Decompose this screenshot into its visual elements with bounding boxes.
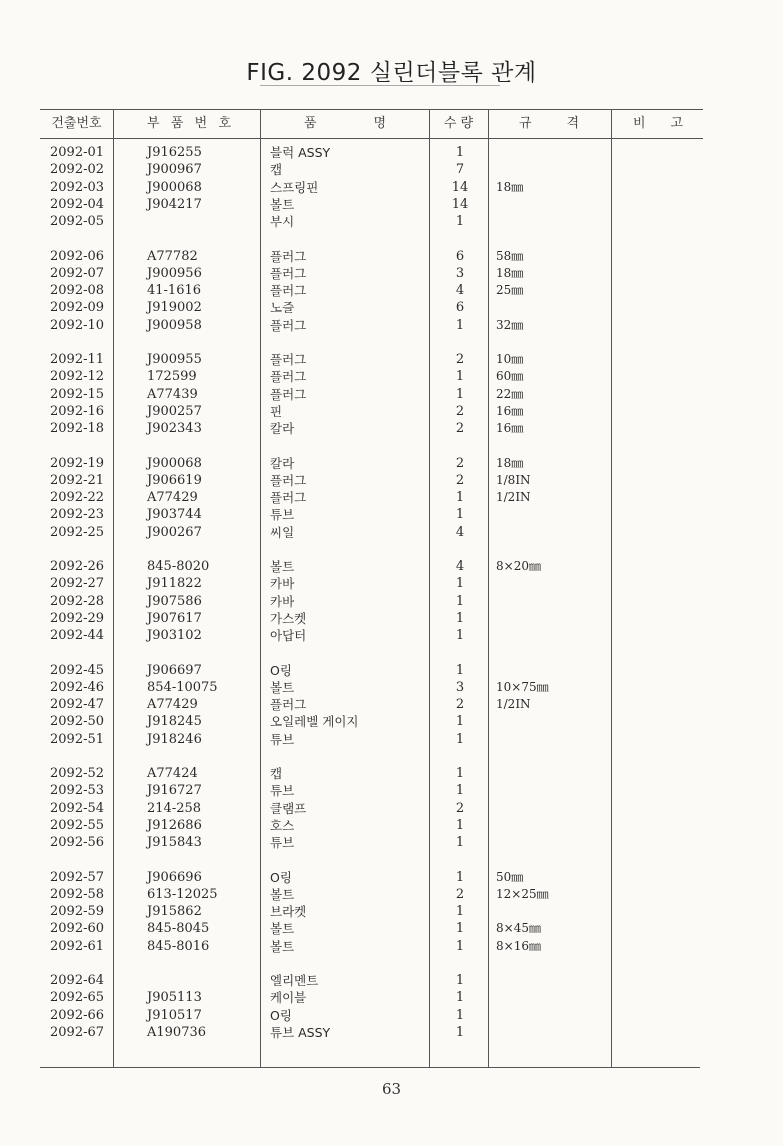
table-cell-part-no: A77782 bbox=[147, 248, 198, 264]
table-cell-qty: 1 bbox=[455, 610, 465, 626]
table-cell-no: 2092-21 bbox=[50, 472, 105, 488]
table-cell-part-no: J907617 bbox=[147, 610, 202, 626]
table-cell-qty: 4 bbox=[455, 524, 465, 540]
table-cell-part-no: J910517 bbox=[147, 1007, 202, 1023]
table-cell-qty: 14 bbox=[451, 196, 469, 212]
table-cell-no: 2092-10 bbox=[50, 317, 105, 333]
table-cell-name: 볼트 bbox=[270, 938, 295, 954]
header-remarks-char: 비 bbox=[633, 116, 646, 131]
table-cell-spec: 18㎜ bbox=[496, 179, 524, 194]
table-cell-no: 2092-09 bbox=[50, 300, 105, 316]
header-spec-char: 격 bbox=[566, 116, 579, 131]
table-cell-qty: 1 bbox=[455, 783, 465, 799]
table-cell-spec: 1/8IN bbox=[496, 472, 531, 487]
table-cell-name: 튜브 bbox=[270, 731, 295, 747]
table-cell-part-no: 845-8045 bbox=[147, 921, 210, 937]
table-cell-qty: 2 bbox=[455, 403, 465, 419]
table-cell-qty: 1 bbox=[455, 386, 465, 402]
table-cell-qty: 1 bbox=[455, 369, 465, 385]
table-cell-part-no: J902343 bbox=[147, 421, 202, 437]
table-cell-spec: 1/2IN bbox=[496, 697, 531, 712]
table-cell-name: 플러그 bbox=[270, 265, 307, 281]
table-cell-qty: 1 bbox=[455, 1024, 465, 1040]
table-cell-name: 플러그 bbox=[270, 490, 307, 506]
table-cell-qty: 6 bbox=[455, 248, 465, 264]
table-cell-no: 2092-50 bbox=[50, 714, 105, 730]
table-cell-part-no: J912686 bbox=[147, 817, 202, 833]
table-cell-no: 2092-03 bbox=[50, 179, 105, 195]
table-cell-spec: 18㎜ bbox=[496, 455, 524, 470]
page-number: 63 bbox=[381, 1080, 402, 1098]
table-cell-no: 2092-15 bbox=[50, 386, 105, 402]
table-cell-spec: 12×25㎜ bbox=[496, 886, 549, 901]
table-cell-part-no: J900257 bbox=[147, 403, 202, 419]
table-cell-name: 호스 bbox=[270, 817, 295, 833]
table-cell-no: 2092-28 bbox=[50, 593, 105, 609]
table-cell-no: 2092-51 bbox=[50, 731, 105, 747]
table-cell-part-no: J915862 bbox=[147, 904, 202, 920]
table-cell-part-no: 845-8016 bbox=[147, 938, 210, 954]
table-cell-qty: 2 bbox=[455, 455, 465, 471]
table-cell-qty: 1 bbox=[455, 145, 465, 160]
table-cell-part-no: A77424 bbox=[147, 766, 198, 781]
header-part-no-char: 부 bbox=[147, 116, 160, 131]
column-divider bbox=[429, 109, 430, 1067]
table-cell-spec: 8×45㎜ bbox=[496, 921, 541, 936]
table-cell-no: 2092-08 bbox=[50, 283, 105, 299]
table-cell-qty: 2 bbox=[455, 886, 465, 902]
table-cell-qty: 1 bbox=[455, 1007, 465, 1023]
table-cell-name: 엘리멘트 bbox=[270, 973, 319, 988]
table-cell-qty: 1 bbox=[455, 904, 465, 920]
table-cell-no: 2092-52 bbox=[50, 766, 105, 781]
table-cell-no: 2092-16 bbox=[50, 403, 105, 419]
table-cell-no: 2092-54 bbox=[50, 800, 105, 816]
table-cell-part-no: J918246 bbox=[147, 731, 202, 747]
table-cell-name: 볼트 bbox=[270, 196, 295, 212]
table-cell-part-no: J916727 bbox=[147, 783, 202, 799]
table-cell-qty: 2 bbox=[455, 352, 465, 367]
table-cell-part-no: J906619 bbox=[147, 472, 202, 488]
table-cell-qty: 4 bbox=[455, 559, 465, 574]
table-cell-name: 카바 bbox=[270, 593, 295, 609]
table-cell-qty: 4 bbox=[455, 283, 465, 299]
header-part-no-char: 호 bbox=[218, 116, 231, 131]
table-cell-no: 2092-57 bbox=[50, 869, 105, 885]
table-cell-spec: 16㎜ bbox=[496, 403, 524, 418]
table-cell-name: 캡 bbox=[270, 162, 283, 178]
table-cell-part-no: J900958 bbox=[147, 317, 202, 333]
table-cell-name: 볼트 bbox=[270, 679, 295, 695]
table-cell-part-no: J900068 bbox=[147, 455, 202, 471]
table-cell-spec: 18㎜ bbox=[496, 265, 524, 280]
header-bottom-border bbox=[40, 138, 703, 139]
table-cell-qty: 3 bbox=[455, 265, 465, 281]
table-cell-qty: 1 bbox=[455, 214, 465, 230]
header-no: 건출번호 bbox=[51, 116, 102, 131]
table-cell-qty: 3 bbox=[455, 679, 465, 695]
table-cell-qty: 6 bbox=[455, 300, 465, 316]
table-cell-qty: 1 bbox=[455, 714, 465, 730]
table-cell-no: 2092-60 bbox=[50, 921, 105, 937]
table-cell-spec: 60㎜ bbox=[496, 369, 524, 384]
table-cell-no: 2092-65 bbox=[50, 990, 105, 1006]
table-cell-qty: 7 bbox=[455, 162, 465, 178]
table-cell-no: 2092-22 bbox=[50, 490, 105, 506]
table-cell-part-no: J900267 bbox=[147, 524, 202, 540]
table-cell-part-no: A77429 bbox=[147, 490, 198, 506]
table-cell-no: 2092-11 bbox=[50, 352, 105, 367]
table-cell-part-no: J916255 bbox=[147, 145, 202, 160]
table-cell-no: 2092-58 bbox=[50, 886, 105, 902]
table-cell-qty: 1 bbox=[455, 576, 465, 592]
table-cell-qty: 1 bbox=[455, 938, 465, 954]
table-cell-no: 2092-66 bbox=[50, 1007, 105, 1023]
table-cell-name: 부시 bbox=[270, 214, 295, 230]
table-cell-part-no: 854-10075 bbox=[147, 679, 218, 695]
table-cell-no: 2092-53 bbox=[50, 783, 105, 799]
table-cell-part-no: J915843 bbox=[147, 835, 202, 851]
table-cell-no: 2092-44 bbox=[50, 628, 105, 644]
table-cell-no: 2092-07 bbox=[50, 265, 105, 281]
table-cell-qty: 1 bbox=[455, 731, 465, 747]
header-part-no bbox=[147, 113, 231, 135]
table-cell-spec: 8×20㎜ bbox=[496, 559, 541, 573]
header-part-no-char: 품 bbox=[170, 116, 184, 131]
table-cell-part-no: A77429 bbox=[147, 697, 198, 713]
table-cell-no: 2092-27 bbox=[50, 576, 105, 592]
table-cell-no: 2092-55 bbox=[50, 817, 105, 833]
table-cell-qty: 1 bbox=[455, 990, 465, 1006]
table-cell-part-no: 214-258 bbox=[147, 800, 202, 816]
table-cell-name: 케이블 bbox=[270, 990, 307, 1006]
table-cell-qty: 1 bbox=[455, 490, 465, 506]
table-cell-part-no: J904217 bbox=[147, 196, 202, 212]
table-cell-part-no: J919002 bbox=[147, 300, 202, 316]
table-cell-no: 2092-18 bbox=[50, 421, 105, 437]
header-name-char: 명 bbox=[373, 116, 386, 131]
table-cell-spec: 10×75㎜ bbox=[496, 679, 549, 694]
table-cell-qty: 1 bbox=[455, 766, 465, 781]
header-remarks-char: 고 bbox=[670, 116, 683, 131]
table-cell-spec: 32㎜ bbox=[496, 317, 524, 332]
table-cell-name: 플러그 bbox=[270, 248, 307, 264]
table-cell-part-no: 845-8020 bbox=[147, 559, 210, 574]
column-divider bbox=[488, 109, 489, 1067]
table-cell-qty: 1 bbox=[455, 628, 465, 644]
table-cell-name: 볼트 bbox=[270, 559, 295, 574]
table-cell-part-no: J918245 bbox=[147, 714, 202, 730]
column-divider bbox=[113, 109, 114, 1067]
table-cell-name: 플러그 bbox=[270, 317, 307, 333]
table-cell-name: 플러그 bbox=[270, 283, 307, 299]
table-cell-part-no: J903102 bbox=[147, 628, 202, 644]
table-cell-name: 아답터 bbox=[270, 628, 307, 644]
table-cell-name: 오일레벨 게이지 bbox=[270, 714, 359, 730]
table-cell-no: 2092-23 bbox=[50, 507, 105, 523]
table-cell-no: 2092-02 bbox=[50, 162, 105, 178]
table-cell-name: 튜브 ASSY bbox=[270, 1024, 331, 1040]
table-cell-qty: 2 bbox=[455, 800, 465, 816]
table-cell-name: 스프링핀 bbox=[270, 179, 319, 195]
header-spec bbox=[519, 113, 579, 135]
table-cell-name: 플러그 bbox=[270, 369, 307, 385]
table-cell-name: 볼트 bbox=[270, 886, 295, 902]
table-cell-name: 브라켓 bbox=[270, 904, 307, 920]
table-cell-part-no: J900956 bbox=[147, 265, 202, 281]
table-cell-spec: 58㎜ bbox=[496, 248, 524, 263]
table-cell-name: 볼트 bbox=[270, 921, 295, 937]
table-cell-no: 2092-19 bbox=[50, 455, 105, 471]
table-cell-qty: 1 bbox=[455, 507, 465, 523]
table-cell-qty: 1 bbox=[455, 921, 465, 937]
table-cell-no: 2092-47 bbox=[50, 697, 105, 713]
table-cell-name: 가스켓 bbox=[270, 610, 307, 626]
table-cell-no: 2092-67 bbox=[50, 1024, 105, 1040]
table-cell-name: 블럭 ASSY bbox=[270, 145, 331, 160]
table-cell-qty: 2 bbox=[455, 421, 465, 437]
page-title: FIG. 2092 실린더블록 관계 bbox=[246, 60, 537, 86]
table-cell-no: 2092-64 bbox=[50, 973, 105, 988]
table-cell-part-no: J911822 bbox=[147, 576, 202, 592]
table-cell-spec: 50㎜ bbox=[496, 869, 524, 884]
table-cell-no: 2092-06 bbox=[50, 248, 105, 264]
table-cell-no: 2092-46 bbox=[50, 679, 105, 695]
table-cell-name: 클램프 bbox=[270, 800, 307, 816]
table-cell-qty: 2 bbox=[455, 697, 465, 713]
table-cell-part-no: 613-12025 bbox=[147, 886, 218, 902]
column-divider bbox=[260, 109, 261, 1067]
table-cell-part-no: J900955 bbox=[147, 352, 202, 367]
table-cell-part-no: J906697 bbox=[147, 662, 202, 678]
table-cell-no: 2092-59 bbox=[50, 904, 105, 920]
table-cell-qty: 1 bbox=[455, 835, 465, 851]
table-cell-spec: 8×16㎜ bbox=[496, 938, 541, 953]
table-cell-part-no: J903744 bbox=[147, 507, 202, 523]
table-cell-qty: 14 bbox=[451, 179, 469, 195]
header-name bbox=[304, 113, 386, 135]
table-cell-qty: 1 bbox=[455, 593, 465, 609]
table-cell-name: 노즐 bbox=[270, 300, 295, 316]
table-cell-qty: 1 bbox=[455, 869, 465, 885]
table-cell-name: 칼라 bbox=[270, 455, 295, 471]
table-cell-spec: 16㎜ bbox=[496, 421, 524, 436]
table-cell-no: 2092-12 bbox=[50, 369, 105, 385]
table-cell-part-no: J907586 bbox=[147, 593, 202, 609]
table-cell-part-no: J900068 bbox=[147, 179, 202, 195]
table-cell-no: 2092-56 bbox=[50, 835, 105, 851]
table-cell-no: 2092-61 bbox=[50, 938, 105, 954]
table-cell-spec: 25㎜ bbox=[496, 283, 524, 298]
table-cell-no: 2092-01 bbox=[50, 145, 105, 160]
table-cell-spec: 10㎜ bbox=[496, 352, 524, 366]
table-cell-qty: 1 bbox=[455, 662, 465, 678]
table-cell-no: 2092-04 bbox=[50, 196, 105, 212]
table-cell-name: 씨일 bbox=[270, 524, 295, 540]
table-cell-no: 2092-29 bbox=[50, 610, 105, 626]
table-cell-qty: 1 bbox=[455, 973, 465, 988]
header-name-char: 품 bbox=[304, 116, 317, 131]
table-cell-name: 튜브 bbox=[270, 507, 295, 523]
table-cell-no: 2092-26 bbox=[50, 559, 105, 574]
table-cell-no: 2092-45 bbox=[50, 662, 105, 678]
table-cell-name: 핀 bbox=[270, 403, 283, 419]
header-part-no-char: 번 bbox=[194, 116, 208, 131]
header-qty: 수 량 bbox=[443, 116, 474, 131]
table-cell-name: 튜브 bbox=[270, 835, 295, 851]
table-cell-name: O링 bbox=[270, 1007, 292, 1023]
table-cell-name: 플러그 bbox=[270, 386, 307, 402]
table-cell-qty: 1 bbox=[455, 817, 465, 833]
table-bottom-border bbox=[40, 1067, 700, 1068]
table-cell-spec: 1/2IN bbox=[496, 490, 531, 505]
table-cell-name: 플러그 bbox=[270, 472, 307, 488]
header-remarks bbox=[633, 113, 683, 135]
table-cell-name: 플러그 bbox=[270, 352, 307, 367]
column-divider bbox=[611, 109, 612, 1067]
table-cell-qty: 1 bbox=[455, 317, 465, 333]
table-cell-part-no: J905113 bbox=[147, 990, 202, 1006]
table-cell-part-no: J906696 bbox=[147, 869, 202, 885]
table-top-border bbox=[40, 109, 703, 110]
table-cell-no: 2092-05 bbox=[50, 214, 105, 230]
table-cell-name: 칼라 bbox=[270, 421, 295, 437]
table-cell-part-no: A190736 bbox=[147, 1024, 207, 1040]
table-cell-qty: 2 bbox=[455, 472, 465, 488]
table-cell-name: 카바 bbox=[270, 576, 295, 592]
header-spec-char: 규 bbox=[519, 116, 532, 131]
table-cell-name: O링 bbox=[270, 662, 292, 678]
table-cell-part-no: J900967 bbox=[147, 162, 202, 178]
table-cell-name: O링 bbox=[270, 869, 292, 885]
table-cell-spec: 22㎜ bbox=[496, 386, 524, 401]
table-cell-part-no: 172599 bbox=[147, 369, 197, 385]
table-cell-name: 튜브 bbox=[270, 783, 295, 799]
table-cell-part-no: 41-1616 bbox=[147, 283, 202, 299]
table-cell-name: 캡 bbox=[270, 766, 283, 781]
table-cell-name: 플러그 bbox=[270, 697, 307, 713]
table-cell-part-no: A77439 bbox=[147, 386, 198, 402]
table-cell-no: 2092-25 bbox=[50, 524, 105, 540]
